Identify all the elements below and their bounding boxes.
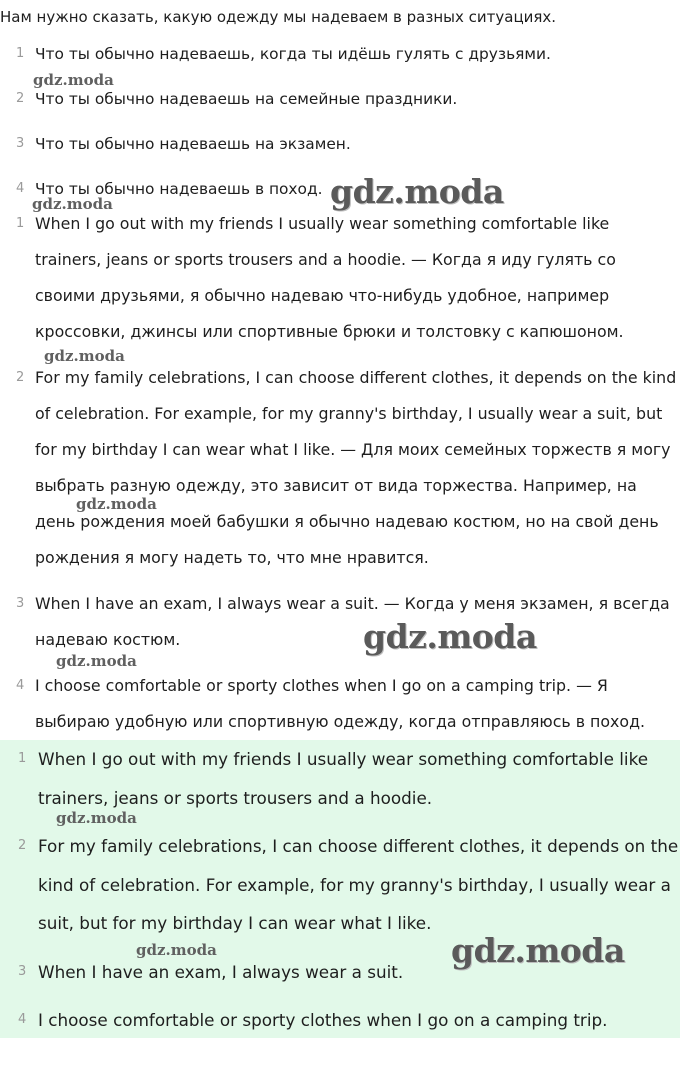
- list-item: [0, 586, 680, 658]
- watermark-logo: gdz.moda: [44, 347, 125, 365]
- item-number: 2: [16, 370, 25, 385]
- item-text: When I have an exam, I always wear a suit.: [38, 961, 404, 982]
- item-text: I choose comfortable or sporty clothes when I go on a camping trip.: [38, 1010, 608, 1030]
- item-number: 4: [16, 181, 25, 196]
- watermark-logo: gdz.moda: [56, 809, 137, 827]
- watermark-logo: gdz.moda: [136, 941, 217, 959]
- watermark-logo: gdz.moda: [363, 617, 537, 656]
- item-text: When I go out with my friends I usually wear something comfortable like trainers, jeans or sports trousers and a hoodie. — Когда я иду гулять со своими друзьями, я обычно надеваю что-нибудь удобное, например кроссовки, джинсы или спортивные брюки и толстовку с капюшоном.: [35, 214, 624, 341]
- intro-text: Нам нужно сказать, какую одежду мы надеваем в разных ситуациях.: [0, 8, 557, 26]
- item-number: 4: [16, 678, 25, 693]
- list-item: [0, 827, 680, 943]
- item-text: I choose comfortable or sporty clothes when I go on a camping trip. — Я выбираю удобную или спортивную одежду, когда отправляюсь в поход.: [35, 676, 646, 731]
- questions-list: [0, 41, 680, 221]
- item-number: 3: [16, 136, 25, 151]
- item-number: 3: [16, 596, 25, 611]
- item-number: 3: [18, 963, 27, 979]
- item-text: Что ты обычно надеваешь, когда ты идёшь гулять с друзьями.: [35, 45, 551, 63]
- item-number: 1: [16, 46, 25, 61]
- item-text: Что ты обычно надеваешь на экзамен.: [35, 135, 351, 153]
- item-number: 1: [16, 216, 25, 231]
- item-number: 4: [18, 1012, 27, 1027]
- watermark-logo: gdz.moda: [32, 195, 113, 213]
- item-number: 1: [18, 751, 27, 766]
- list-item: [0, 1001, 680, 1040]
- list-item: [0, 668, 680, 740]
- item-number: 2: [18, 838, 27, 853]
- item-text: When I have an exam, I always wear a suit. — Когда у меня экзамен, я всегда надеваю костюм.: [35, 594, 670, 649]
- final-answers-list: [0, 740, 680, 1040]
- watermark-logo: gdz.moda: [33, 71, 114, 89]
- list-item: [0, 360, 680, 576]
- list-item: [0, 206, 680, 350]
- watermark-logo: gdz.moda: [76, 495, 157, 513]
- item-text: Что ты обычно надеваешь в поход.: [35, 180, 323, 198]
- list-item: [0, 740, 680, 817]
- watermark-logo: gdz.moda: [56, 652, 137, 670]
- list-item: [0, 86, 680, 131]
- item-text: Что ты обычно надеваешь на семейные праздники.: [35, 90, 458, 108]
- item-text: For my family celebrations, I can choose different clothes, it depends on the kind of celebration. For example, for my granny's birthday, I usually wear a suit, but for my birthday I can wear what I like.: [38, 836, 679, 933]
- item-text: For my family celebrations, I can choose different clothes, it depends on the kind of celebration. For example, for my granny's birthday, I usually wear a suit, but for my birthday I can wear what I like. — Для моих семейных торжеств я могу выбрать разную одежду, это зависит от вида торжества. Например, на день рождения моей бабушки я обычно надеваю костюм, но на свой день рождения я могу надеть то, что мне нравится.: [35, 368, 677, 567]
- list-item: [0, 131, 680, 176]
- item-text: When I go out with my friends I usually wear something comfortable like trainers, jeans or sports trousers and a hoodie.: [38, 749, 649, 808]
- watermark-logo: gdz.moda: [330, 172, 504, 211]
- list-item: [0, 953, 680, 992]
- list-item: [0, 41, 680, 86]
- answers-list: [0, 206, 680, 740]
- watermark-logo: gdz.moda: [451, 931, 625, 970]
- item-number: 2: [16, 91, 25, 106]
